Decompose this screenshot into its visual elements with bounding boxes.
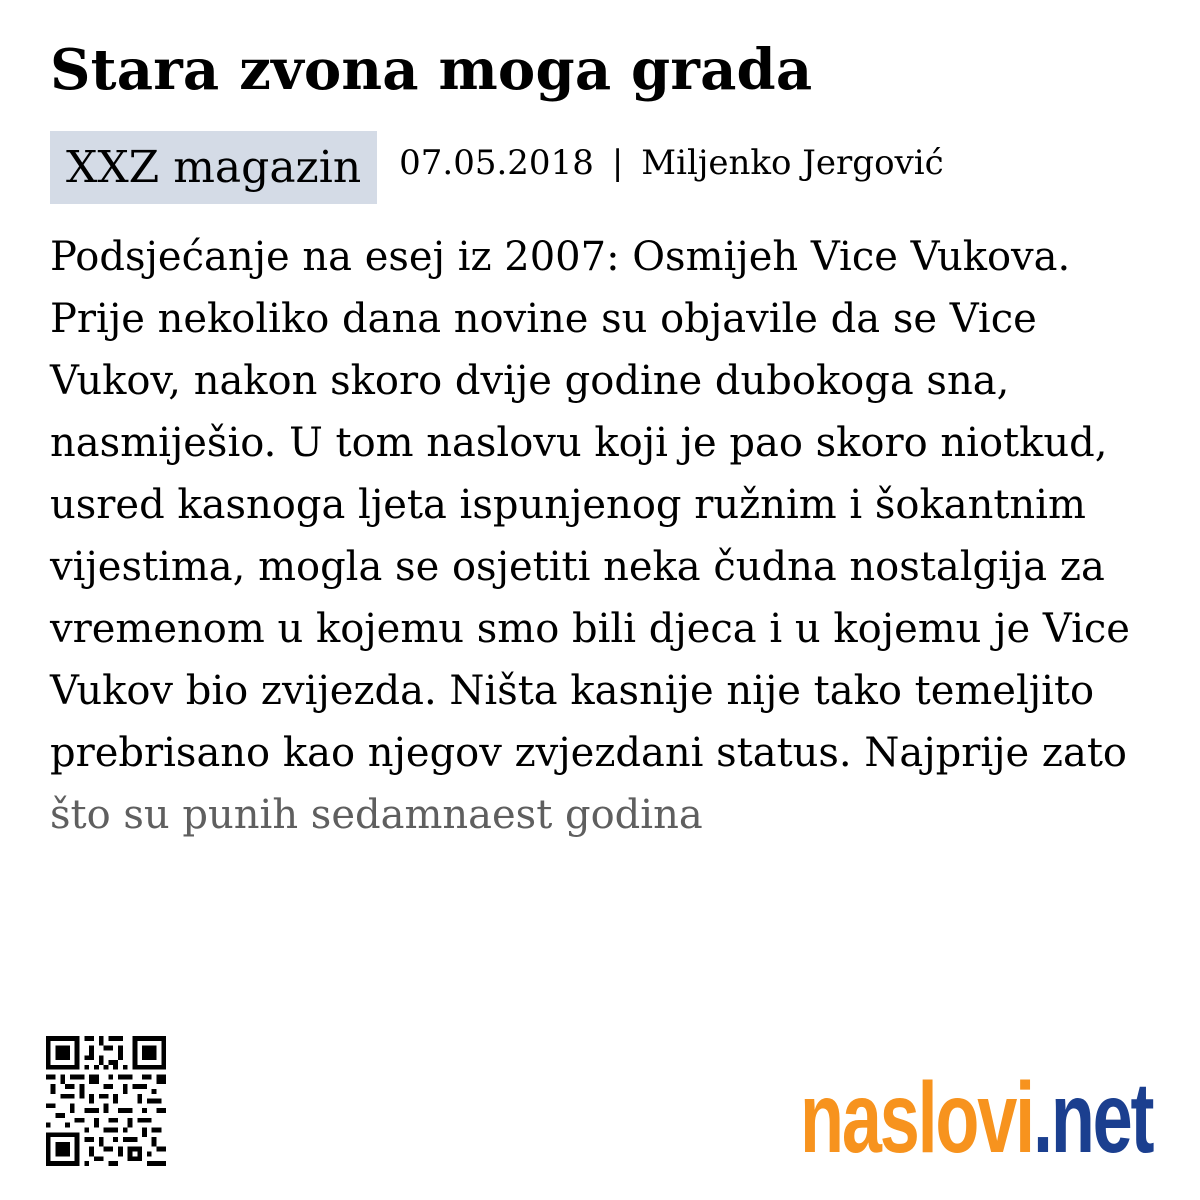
meta-info bbox=[399, 143, 944, 183]
excerpt-line-faded: što su punih sedamnaest godina bbox=[50, 792, 703, 838]
meta-separator: | bbox=[611, 142, 624, 183]
article-author: Miljenko Jergović bbox=[641, 142, 944, 183]
excerpt-line: Vukov, nakon skoro dvije godine dubokoga sna, bbox=[50, 358, 1010, 404]
naslovi-net-logo[interactable] bbox=[800, 1062, 1153, 1174]
excerpt-line: prebrisano kao njegov zvjezdani status. Najprije zato bbox=[50, 730, 1127, 776]
excerpt-line: usred kasnoga ljeta ispunjenog ružnim i šokantnim bbox=[50, 482, 1086, 528]
excerpt-line: Podsjećanje na esej iz 2007: Osmijeh Vice Vukova. bbox=[50, 234, 1071, 280]
excerpt-line: vremenom u kojemu smo bili djeca i u kojemu je Vice bbox=[50, 606, 1130, 652]
article-excerpt bbox=[50, 226, 1140, 846]
source-badge[interactable]: XXZ magazin bbox=[50, 131, 377, 204]
excerpt-line: nasmiješio. U tom naslovu koji je pao skoro niotkud, bbox=[50, 420, 1108, 466]
logo-part-naslovi: naslovi bbox=[800, 1062, 1033, 1174]
article-title: Stara zvona moga grada bbox=[50, 37, 813, 103]
article-date: 07.05.2018 bbox=[399, 142, 594, 183]
logo-part-net: .net bbox=[1032, 1062, 1153, 1174]
excerpt-line: vijestima, mogla se osjetiti neka čudna nostalgija za bbox=[50, 544, 1105, 590]
excerpt-line: Prije nekoliko dana novine su objavile da se Vice bbox=[50, 296, 1037, 342]
qr-code-icon[interactable] bbox=[45, 1036, 167, 1166]
article-meta bbox=[50, 131, 944, 204]
excerpt-line: Vukov bio zvijezda. Ništa kasnije nije tako temeljito bbox=[50, 668, 1095, 714]
